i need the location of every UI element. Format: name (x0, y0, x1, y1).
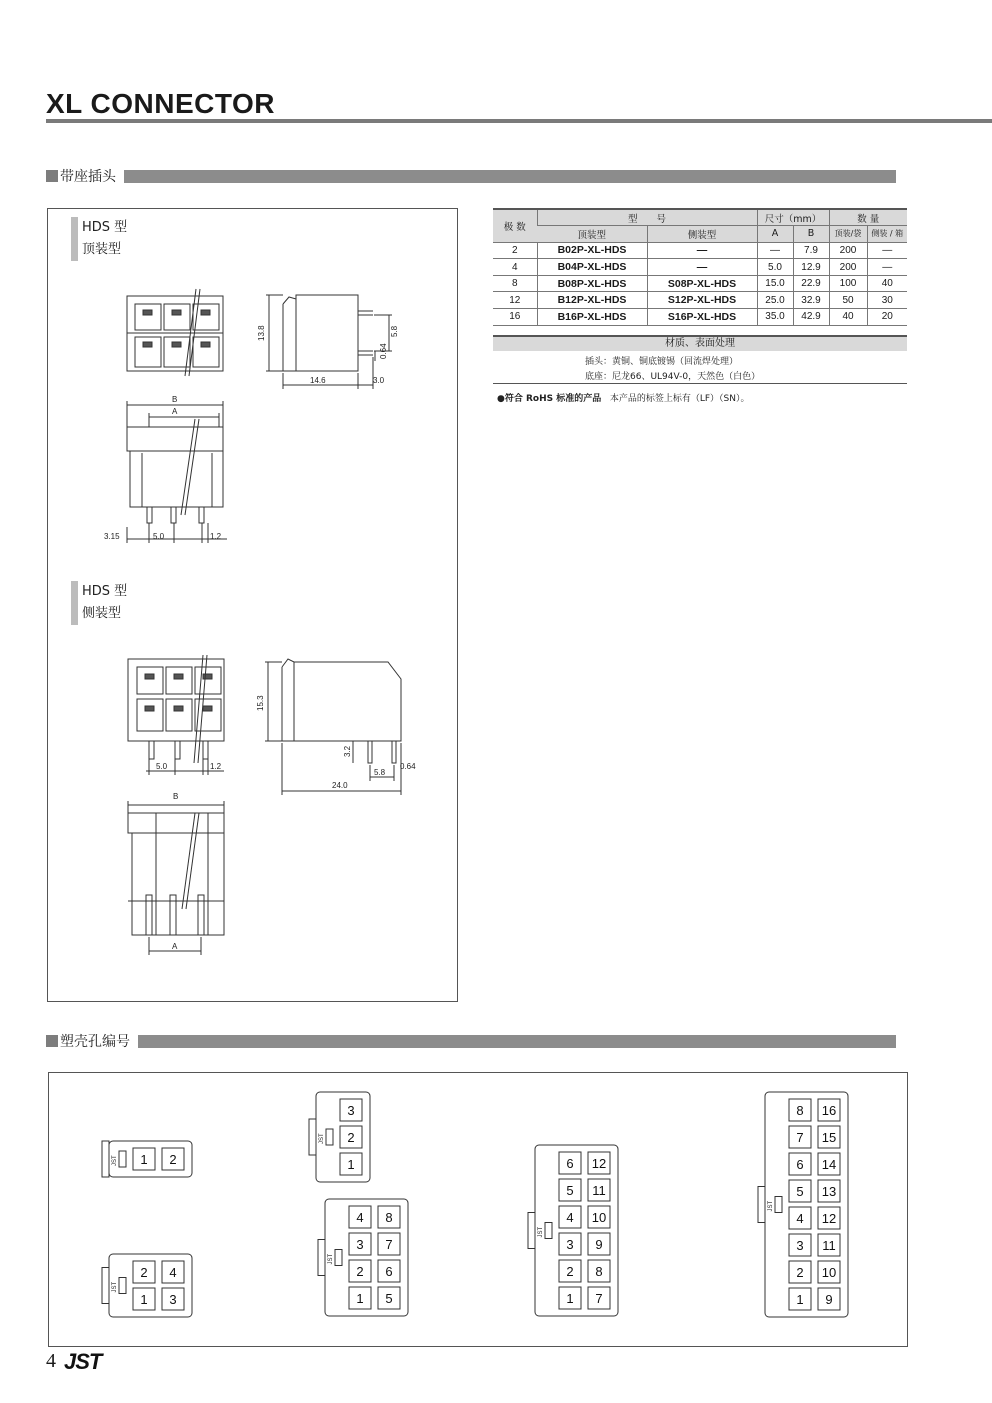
col-qty: 数 量 (829, 209, 907, 226)
dim-label: 3.15 (104, 532, 120, 541)
cavity-number: 7 (796, 1130, 804, 1145)
technical-drawing (48, 209, 457, 1001)
table-row (493, 242, 907, 259)
cavity-number: 10 (591, 1210, 607, 1225)
cavity-number: 3 (356, 1237, 364, 1252)
dim-label: 5.0 (156, 762, 168, 771)
cell-top: B04P-XL-HDS (537, 259, 647, 276)
col-top: 顶装型 (537, 226, 647, 243)
materials-header: 材质、表面处理 (493, 335, 907, 351)
housing-8-lock (335, 1250, 342, 1266)
cell-b: 7.9 (793, 242, 829, 259)
cavity-number: 1 (796, 1292, 804, 1307)
cavity-number: 1 (356, 1291, 364, 1306)
housing-3-latch (309, 1119, 316, 1155)
table-row (493, 292, 907, 309)
rohs-label: ●符合 RoHS 标准的产品 (497, 394, 602, 404)
housing-16-lock (775, 1197, 782, 1213)
cavity-number: 5 (566, 1183, 574, 1198)
table-header-row (493, 209, 907, 226)
table-subheader-row (493, 226, 907, 243)
section-square-icon (46, 1035, 58, 1047)
dim-label: 5.0 (153, 532, 165, 541)
dim-label: 15.3 (256, 695, 265, 711)
housing-16-latch (758, 1187, 765, 1223)
cavity-number: 12 (821, 1211, 837, 1226)
cavity-number: 1 (140, 1152, 148, 1167)
col-b: B (793, 226, 829, 243)
drawing-panel (47, 208, 458, 1002)
cavity-number: 3 (796, 1238, 804, 1253)
type-mount: 顶装型 (82, 242, 122, 257)
cavity-number: 16 (821, 1103, 837, 1118)
dim-label: 5.8 (374, 768, 386, 777)
cell-poles: 16 (493, 309, 537, 326)
cavity-number: 5 (796, 1184, 804, 1199)
brand-mark: JST (319, 1133, 325, 1144)
cell-bag: 200 (829, 242, 867, 259)
housing-3-lock (326, 1129, 333, 1145)
cell-side: S16P-XL-HDS (647, 309, 757, 326)
cell-top: B08P-XL-HDS (537, 275, 647, 292)
cavity-number: 2 (796, 1265, 804, 1280)
cell-b: 12.9 (793, 259, 829, 276)
dim-label: 3.0 (373, 376, 385, 385)
cell-bag: 50 (829, 292, 867, 309)
cavity-number: 1 (566, 1291, 574, 1306)
housing-4-latch (102, 1268, 109, 1304)
housing-4-lock (119, 1278, 126, 1294)
cavity-number: 2 (169, 1152, 177, 1167)
cavity-number: 9 (825, 1292, 833, 1307)
cell-box: — (867, 259, 907, 276)
cell-b: 32.9 (793, 292, 829, 309)
cavity-panel (48, 1072, 908, 1347)
title-rule (46, 119, 992, 123)
dim-label: A (172, 407, 178, 416)
cell-bag: 40 (829, 309, 867, 326)
rohs-text: 本产品的标签上标有（LF）（SN）。 (609, 394, 750, 404)
materials-rule (493, 383, 907, 384)
housing-8-latch (318, 1240, 325, 1276)
cell-box: 20 (867, 309, 907, 326)
brand-mark: JST (112, 1281, 118, 1293)
cavity-number: 6 (796, 1157, 804, 1172)
cell-b: 42.9 (793, 309, 829, 326)
brand-mark: JST (112, 1155, 118, 1166)
materials-base: 底座：尼龙66、UL94V-0，天然色（白色） (585, 372, 761, 382)
cell-poles: 8 (493, 275, 537, 292)
col-bag: 顶装/袋 (829, 226, 867, 243)
cell-side: S08P-XL-HDS (647, 275, 757, 292)
cell-a: — (757, 242, 793, 259)
dim-label: 3.2 (343, 745, 352, 757)
cell-bag: 100 (829, 275, 867, 292)
cavity-number: 4 (169, 1265, 177, 1280)
cavity-number: 12 (591, 1156, 607, 1171)
dim-label: 14.6 (310, 376, 326, 385)
top-front-view (127, 289, 223, 376)
jst-logo: JST (64, 1349, 102, 1374)
cell-side: — (647, 242, 757, 259)
cell-box: 30 (867, 292, 907, 309)
brand-mark: JST (538, 1226, 544, 1238)
cell-box: 40 (867, 275, 907, 292)
col-dims: 尺寸（mm） (757, 209, 829, 226)
section-bar (138, 1035, 896, 1048)
materials-pin: 插头：黄铜、铜底镀锡（回流焊处理） (585, 357, 739, 367)
housing-12-latch (528, 1213, 535, 1249)
cavity-number: 2 (140, 1265, 148, 1280)
top-side-view (266, 295, 392, 389)
dim-label: 1.2 (210, 762, 222, 771)
cavity-number: 6 (566, 1156, 574, 1171)
table-row (493, 275, 907, 292)
cavity-number: 8 (385, 1210, 393, 1225)
cell-top: B12P-XL-HDS (537, 292, 647, 309)
col-box: 侧装 / 箱 (867, 226, 907, 243)
cell-poles: 4 (493, 259, 537, 276)
cavity-number: 13 (821, 1184, 837, 1199)
cavity-number: 2 (347, 1130, 355, 1145)
type-name: HDS 型 (82, 220, 128, 235)
cavity-number: 1 (347, 1157, 355, 1172)
cavity-number: 6 (385, 1264, 393, 1279)
table-row (493, 259, 907, 276)
cavity-drawing (49, 1073, 907, 1346)
cavity-number: 9 (595, 1237, 603, 1252)
cell-top: B16P-XL-HDS (537, 309, 647, 326)
dim-label: B (172, 395, 178, 404)
brand-mark: JST (328, 1253, 334, 1265)
cavity-number: 8 (595, 1264, 603, 1279)
housing-2-lock (119, 1151, 126, 1167)
dim-label: 1.2 (210, 532, 222, 541)
section-header-pin (46, 168, 896, 184)
dim-label: 0.64 (379, 343, 388, 359)
cavity-number: 15 (821, 1130, 837, 1145)
housing-2-latch (102, 1141, 109, 1177)
cell-a: 5.0 (757, 259, 793, 276)
rohs-note (497, 391, 749, 404)
cell-bag: 200 (829, 259, 867, 276)
cavity-number: 14 (821, 1157, 837, 1172)
col-model: 型 号 (537, 209, 757, 226)
cell-a: 15.0 (757, 275, 793, 292)
section-title: 带座插头 (60, 169, 116, 185)
table-row (493, 309, 907, 326)
dim-label: B (173, 792, 179, 801)
cavity-number: 10 (821, 1265, 837, 1280)
dim-label: 0.64 (400, 762, 416, 771)
dim-label: 5.8 (390, 325, 399, 337)
cavity-number: 4 (796, 1211, 804, 1226)
section-square-icon (46, 170, 58, 182)
side-front-view (128, 655, 224, 775)
dim-label: A (172, 942, 178, 951)
cavity-number: 8 (796, 1103, 804, 1118)
section-title: 塑壳孔编号 (60, 1034, 130, 1050)
cell-side: — (647, 259, 757, 276)
cell-side: S12P-XL-HDS (647, 292, 757, 309)
cavity-number: 2 (566, 1264, 574, 1279)
col-side: 侧装型 (647, 226, 757, 243)
dim-label: 24.0 (332, 781, 348, 790)
page-number: 4 (46, 1350, 56, 1372)
section-bar (124, 170, 896, 183)
cavity-number: 3 (566, 1237, 574, 1252)
section-housing-cavity (46, 1033, 896, 1049)
side-bottom-view (128, 801, 224, 955)
cavity-number: 4 (356, 1210, 364, 1225)
type-mount: 侧装型 (82, 606, 122, 621)
cavity-number: 5 (385, 1291, 393, 1306)
cell-poles: 2 (493, 242, 537, 259)
page-title: XL CONNECTOR (46, 88, 275, 119)
cavity-number: 3 (169, 1292, 177, 1307)
dim-label: 13.8 (257, 325, 266, 341)
col-a: A (757, 226, 793, 243)
cavity-number: 1 (140, 1292, 148, 1307)
cell-a: 25.0 (757, 292, 793, 309)
brand-mark: JST (768, 1200, 774, 1212)
cavity-number: 11 (822, 1238, 836, 1253)
cavity-number: 2 (356, 1264, 364, 1279)
cavity-number: 11 (592, 1183, 606, 1198)
cavity-number: 7 (595, 1291, 603, 1306)
spec-table (493, 208, 907, 326)
cell-poles: 12 (493, 292, 537, 309)
cell-box: — (867, 242, 907, 259)
cavity-number: 3 (347, 1103, 355, 1118)
cell-b: 22.9 (793, 275, 829, 292)
top-bottom-view (127, 401, 227, 543)
cell-a: 35.0 (757, 309, 793, 326)
type-name: HDS 型 (82, 584, 128, 599)
cavity-number: 7 (385, 1237, 393, 1252)
col-poles: 极 数 (493, 209, 537, 242)
housing-12-lock (545, 1223, 552, 1239)
cell-top: B02P-XL-HDS (537, 242, 647, 259)
cavity-number: 4 (566, 1210, 574, 1225)
